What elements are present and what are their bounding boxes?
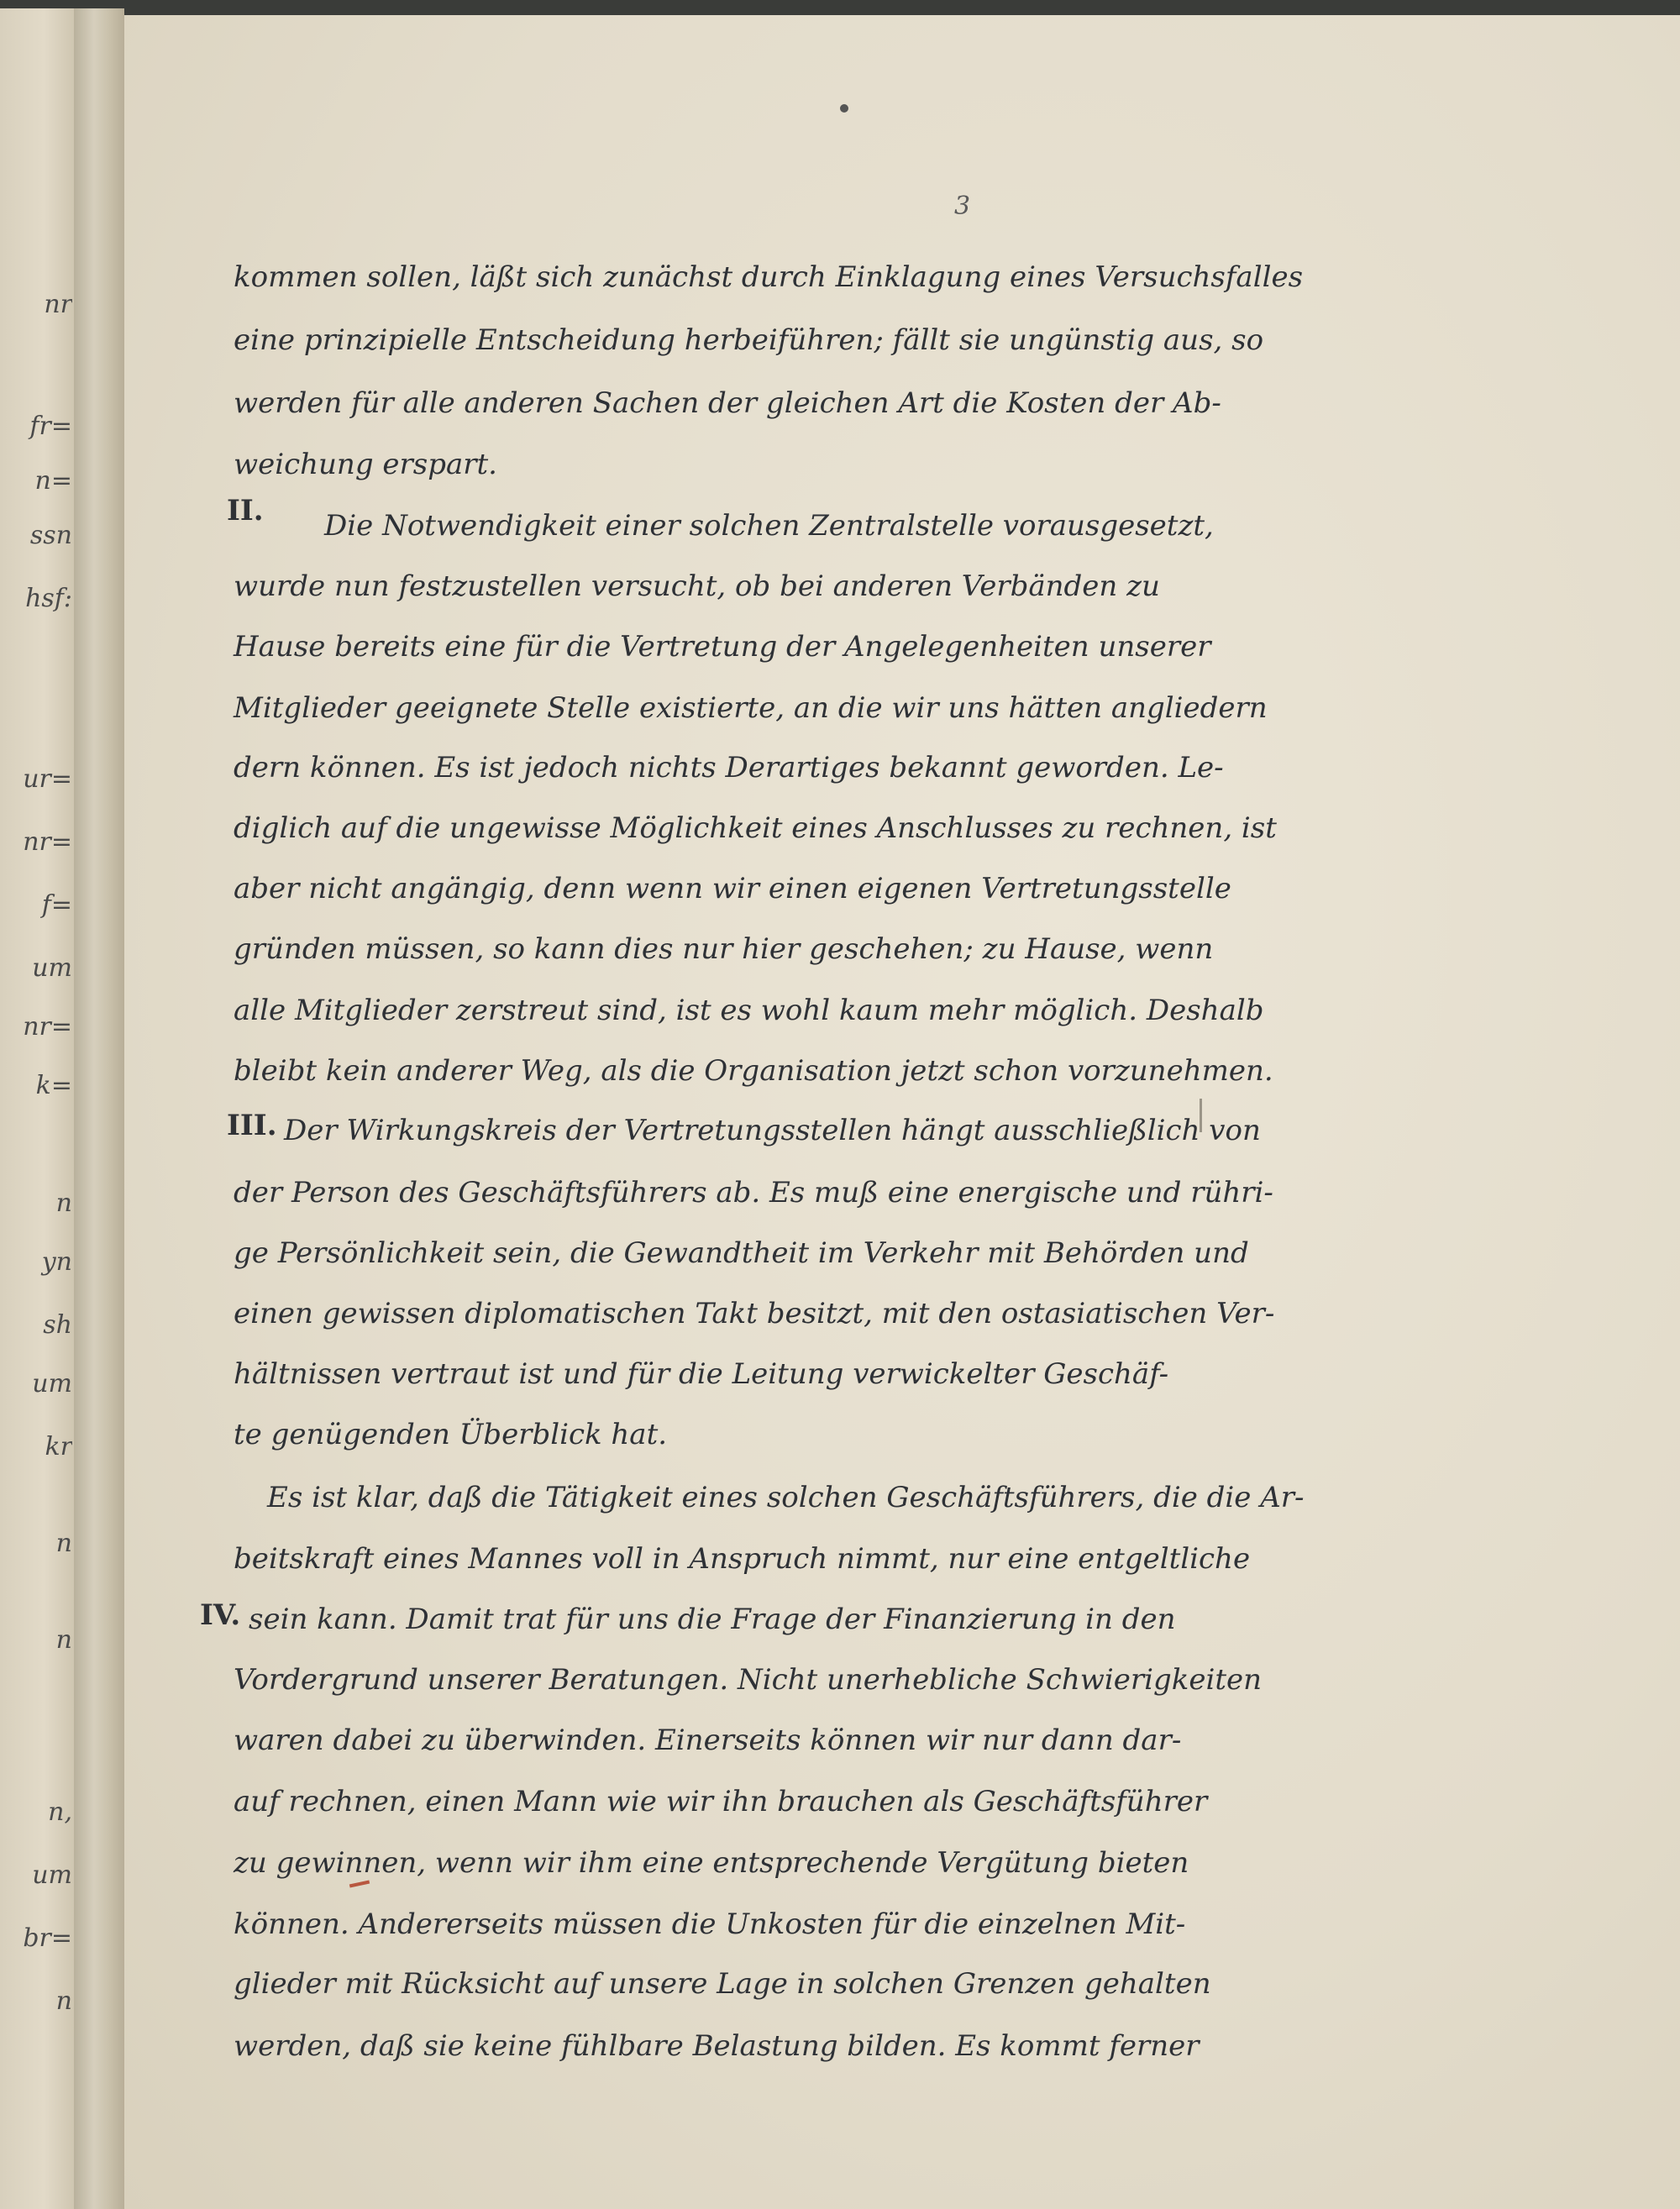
- text-line: [124, 378, 1680, 428]
- text-line-content: waren dabei zu überwinden. Einerseits können wir nur dann dar-: [234, 1724, 1182, 1757]
- left-fragment: ur=: [23, 764, 72, 794]
- text-line: [124, 742, 1680, 793]
- text-line: [124, 1472, 1680, 1523]
- text-line-content: können. Andererseits müssen die Unkosten für die einzelnen Mit-: [234, 1907, 1186, 1941]
- left-fragment: nr=: [23, 1012, 72, 1042]
- left-fragment: ssn: [29, 521, 72, 550]
- text-line: [124, 2021, 1680, 2071]
- text-line-content: weichung erspart.: [234, 448, 497, 481]
- text-line-content: auf rechnen, einen Mann wie wir ihn brauchen als Geschäftsführer: [234, 1785, 1208, 1818]
- text-line: [124, 1594, 1680, 1645]
- left-fragment: n,: [48, 1797, 72, 1827]
- text-line: [124, 315, 1680, 365]
- left-fragment: um: [32, 1369, 72, 1398]
- text-line-content: aber nicht angängig, denn wenn wir einen eigenen Vertretungsstelle: [234, 872, 1231, 905]
- text-line-content: kommen sollen, läßt sich zunächst durch Einklagung eines Versuchsfalles: [234, 260, 1304, 294]
- text-line: [124, 1046, 1680, 1096]
- left-fragment: n=: [34, 466, 72, 496]
- text-line: [124, 1349, 1680, 1399]
- text-line: [124, 803, 1680, 853]
- text-line: [124, 1655, 1680, 1705]
- section-numeral-iii: III.: [227, 1109, 277, 1142]
- text-line-content: Vordergrund unserer Beratungen. Nicht unerhebliche Schwierigkeiten: [234, 1663, 1263, 1697]
- text-line-content: glieder mit Rücksicht auf unsere Lage in solchen Grenzen gehalten: [234, 1967, 1211, 2001]
- section-numeral-ii: II.: [227, 494, 264, 527]
- left-fragment: nr=: [23, 827, 72, 857]
- text-line: [124, 1105, 1680, 1156]
- text-line-content: Der Wirkungskreis der Vertretungsstellen hängt ausschließlich von: [284, 1114, 1261, 1147]
- text-line-content: te genügenden Überblick hat.: [234, 1418, 668, 1451]
- text-line-content: Hause bereits eine für die Vertretung der Angelegenheiten unserer: [234, 630, 1211, 664]
- left-fragment: f=: [41, 890, 72, 920]
- text-line-content: beitskraft eines Mannes voll in Anspruch nimmt, nur eine entgeltliche: [234, 1542, 1251, 1576]
- text-line: [124, 1715, 1680, 1766]
- page-number: 3: [954, 192, 971, 221]
- text-line-content: zu gewinnen, wenn wir ihm eine entsprechende Vergütung bieten: [234, 1846, 1189, 1880]
- left-fragment: n: [55, 1188, 72, 1218]
- text-line-content: alle Mitglieder zerstreut sind, ist es wohl kaum mehr möglich. Deshalb: [234, 994, 1264, 1027]
- document-page: [124, 15, 1680, 2209]
- left-fragment: um: [32, 953, 72, 983]
- text-line: [124, 561, 1680, 611]
- text-line-content: diglich auf die ungewisse Möglichkeit eines Anschlusses zu rechnen, ist: [234, 811, 1277, 845]
- left-fragment: nr: [44, 290, 72, 319]
- paper-mark: [840, 104, 848, 113]
- left-fragment: yn: [41, 1247, 72, 1277]
- left-fragment: n: [55, 1529, 72, 1558]
- text-line: [124, 1534, 1680, 1584]
- text-line: [124, 1838, 1680, 1888]
- text-line: [124, 924, 1680, 974]
- text-line: [124, 863, 1680, 914]
- text-line: [124, 1288, 1680, 1339]
- left-fragment: fr=: [29, 412, 72, 441]
- left-fragment: n: [55, 1986, 72, 2016]
- text-line: [124, 252, 1680, 302]
- text-line-content: einen gewissen diplomatischen Takt besitzt, mit den ostasiatischen Ver-: [234, 1297, 1275, 1330]
- text-line: [124, 439, 1680, 490]
- text-line: [124, 683, 1680, 733]
- text-line-content: dern können. Es ist jedoch nichts Derartiges bekannt geworden. Le-: [234, 751, 1224, 784]
- text-line: [124, 1167, 1680, 1218]
- text-line-content: werden für alle anderen Sachen der gleichen Art die Kosten der Ab-: [234, 386, 1221, 420]
- book-binding: [74, 8, 124, 2209]
- left-fragment: kr: [45, 1432, 72, 1461]
- text-line: [124, 985, 1680, 1036]
- text-line-content: hältnissen vertraut ist und für die Leitung verwickelter Geschäf-: [234, 1357, 1169, 1391]
- text-line-content: Die Notwendigkeit einer solchen Zentralstelle vorausgesetzt,: [324, 509, 1214, 543]
- left-fragment: n: [55, 1625, 72, 1655]
- text-line: [124, 622, 1680, 672]
- text-line-content: Es ist klar, daß die Tätigkeit eines solchen Geschäftsführers, die die Ar-: [267, 1481, 1305, 1514]
- text-line: [124, 1959, 1680, 2009]
- left-fragment: k=: [35, 1071, 72, 1100]
- left-fragment: um: [32, 1860, 72, 1890]
- text-line-content: eine prinzipielle Entscheidung herbeiführen; fällt sie ungünstig aus, so: [234, 323, 1264, 357]
- section-numeral-iv: IV.: [200, 1598, 241, 1632]
- text-line-content: wurde nun festzustellen versucht, ob bei anderen Verbänden zu: [234, 569, 1160, 603]
- text-line-content: der Person des Geschäftsführers ab. Es muß eine energische und rühri-: [234, 1176, 1273, 1209]
- text-line: [124, 1899, 1680, 1949]
- text-line-content: sein kann. Damit trat für uns die Frage der Finanzierung in den: [249, 1603, 1176, 1636]
- left-fragment: br=: [23, 1923, 72, 1953]
- left-fragment: sh: [43, 1310, 72, 1340]
- text-line-content: ge Persönlichkeit sein, die Gewandtheit im Verkehr mit Behörden und: [234, 1236, 1249, 1270]
- text-line-content: bleibt kein anderer Weg, als die Organisation jetzt schon vorzunehmen.: [234, 1054, 1273, 1088]
- text-line-content: gründen müssen, so kann dies nur hier geschehen; zu Hause, wenn: [234, 932, 1214, 966]
- text-line-content: werden, daß sie keine fühlbare Belastung bilden. Es kommt ferner: [234, 2029, 1200, 2063]
- text-line-content: Mitglieder geeignete Stelle existierte, an die wir uns hätten angliedern: [234, 691, 1268, 725]
- text-line: [124, 1776, 1680, 1827]
- left-fragment: hsf:: [25, 584, 72, 613]
- text-line: [124, 1409, 1680, 1460]
- text-line: [124, 1228, 1680, 1278]
- previous-page-edge: [0, 8, 74, 2209]
- text-line: [124, 501, 1680, 551]
